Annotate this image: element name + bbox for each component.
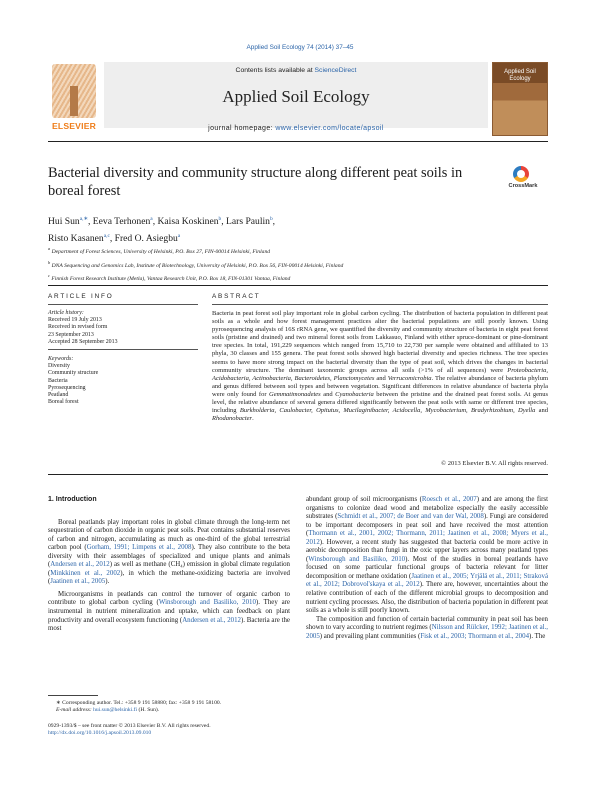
contents-prefix: Contents lists available at	[235, 67, 315, 74]
doi-link[interactable]: http://dx.doi.org/10.1016/j.apsoil.2013.09.010	[48, 730, 152, 737]
crossmark-icon	[513, 166, 529, 182]
history-item: 23 September 2013	[48, 331, 94, 338]
section-heading: 1. Introduction	[48, 496, 97, 503]
title-rule	[48, 285, 548, 286]
email-label: E-mail address:	[56, 707, 94, 714]
history-label: Article history:	[48, 310, 84, 316]
body-text: ). Fungi are considered to be important decomposers in peat soil and have received the most attention (	[306, 513, 548, 538]
body-text: ). Most of the studies in boreal peatlands have focused on some particular functional groups of bacteria relevant for litter decomposition or methane oxidation (	[306, 555, 548, 580]
abstract-part: .	[252, 415, 254, 423]
abstract-part: and	[320, 390, 336, 398]
author-list: Hui Sun$^{a,∗}$, Eeva Terhonen$^a$, Kaisa Koskinen$^b$, Lars Paulin$^b$, Risto Kasanen$^{a,c}$, Fred O. Asiegbu$^a$	[48, 216, 276, 245]
cover-title: Applied Soil Ecology	[504, 69, 536, 82]
body-text: ). The	[529, 632, 546, 640]
body-text: ) and prevailing plant communities (	[319, 632, 421, 640]
homepage-line	[104, 125, 488, 132]
author-name[interactable]: Lars Paulin	[226, 216, 270, 228]
contents-line	[104, 67, 488, 74]
abstract-taxa: Cyanobacteria	[335, 390, 374, 398]
issn-line: 0929-1393/$ – see front matter © 2013 Elsevier B.V. All rights reserved.	[48, 723, 211, 729]
paper-title: Bacterial diversity and community structure along different peat soils in boreal forest	[48, 165, 463, 199]
body-text: ) as well as methane (CH₄) emission in global climate regulation (	[48, 561, 290, 577]
citation-link[interactable]: Andersen et al., 2012	[182, 616, 241, 624]
journal-citation: Applied Soil Ecology 74 (2014) 37–45	[246, 44, 354, 51]
keyword-item: Diversity	[48, 363, 70, 370]
keywords-block	[48, 356, 198, 406]
corresponding-author-note: ∗ Corresponding author. Tel.: +358 9 191 58880; fax: +358 9 191 58100.	[56, 700, 222, 706]
abstract-rule	[212, 304, 548, 305]
author-name[interactable]: Hui Sun	[48, 216, 80, 228]
email-suffix: (H. Sun).	[137, 707, 160, 714]
citation-link[interactable]: Nilsson and Rülcker, 1992; Jaatinen et al., 2005	[306, 624, 548, 640]
body-paragraph	[306, 616, 548, 642]
header-rule	[48, 141, 548, 142]
citation-link[interactable]: Thormann et al., 2001, 2002; Thormann, 2011; Jaatinen et al., 2008; Myers et al., 2012	[306, 530, 548, 546]
citation-link[interactable]: Andersen et al., 2012	[50, 561, 110, 569]
keyword-item: Community structure	[48, 370, 99, 377]
affiliation-item	[48, 271, 528, 285]
affiliation-item	[48, 258, 528, 272]
author-sup[interactable]: b	[218, 216, 222, 222]
author-sup[interactable]: a,∗	[79, 216, 88, 222]
author-sup[interactable]: b	[269, 216, 273, 222]
article-history	[48, 310, 198, 346]
citation-link[interactable]: Gorham, 1991; Limpens et al., 2008	[86, 544, 192, 552]
article-info-heading: ARTICLE INFO	[48, 293, 114, 300]
keyword-item: Boreal forest	[48, 399, 79, 406]
body-text: ), in which the methane-oxidizing bacteria are involved (	[48, 569, 290, 586]
citation-link[interactable]: Jaatinen et al., 2005; Yrjälä et al., 2011; Straková et al., 2012; Dobrovol'skaya et al., 2012	[306, 572, 549, 589]
footnotes	[48, 700, 298, 715]
citation-link[interactable]: Winsborough and Basiliko, 2010	[308, 555, 406, 563]
elsevier-logo[interactable]	[48, 62, 100, 132]
affiliation-text: Finnish Forest Research Institute (Metla), Vantaa Research Unit, P.O. Box 18, FIN-01301 Vantaa, Finland	[51, 276, 291, 283]
abstract-taxa: Gemmatimonadetes	[269, 390, 321, 398]
issn-block	[48, 723, 348, 738]
keyword-item: Pyrosequencing	[48, 384, 86, 391]
affiliation-text: Department of Forest Sciences, University of Helsinki, P.O. Box 27, FIN-00014 Helsinki, Finland	[51, 248, 271, 255]
abstract-bottom-rule	[48, 474, 548, 475]
author-name[interactable]: Risto Kasanen	[48, 233, 104, 245]
homepage-link[interactable]: www.elsevier.com/locate/apsoil	[275, 125, 384, 132]
author-name[interactable]: Kaisa Koskinen	[157, 216, 219, 228]
sciencedirect-link[interactable]: ScienceDirect	[314, 67, 357, 74]
body-text: ). There are, however, uncertainties about the relative contribution of each of the different microbial groups to decomposition and nutrient cycling processes. Also, the distribution of bacteria population in different peat soils as a whole is still poorly known.	[306, 581, 548, 615]
body-text: Microorganisms in peatlands can control the turnover of organic carbon to contribute to global carbon cycling (	[48, 590, 290, 607]
abstract-part: and	[374, 374, 388, 382]
citation-link[interactable]: Fisk et al., 2003; Thormann et al., 2004	[420, 632, 530, 640]
abstract-part: and	[535, 407, 548, 415]
author-sup[interactable]: a	[177, 233, 181, 240]
abstract-text	[212, 310, 548, 423]
citation-link[interactable]: Schmidt et al., 2007; de Boer and van der Wal, 2008	[337, 513, 484, 521]
citation-link[interactable]: Roesch et al., 2007	[421, 496, 477, 503]
author-sup[interactable]: a,c	[103, 233, 110, 240]
body-column-right	[306, 496, 548, 641]
abstract-taxa: Verrucomicrobia	[387, 374, 432, 382]
history-rule	[48, 349, 198, 350]
body-text: ) and are among the first organisms to colonize dead wood and metabolize especially the easily accessible substrates (	[306, 496, 548, 521]
affiliation-list	[48, 244, 528, 285]
tree-logo-icon	[52, 64, 96, 118]
citation-link[interactable]: Minkkinen et al., 2002	[50, 569, 121, 577]
email-link[interactable]: hui.sun@helsinki.fi	[93, 707, 138, 714]
body-column-left	[48, 496, 290, 634]
abstract-taxa: Rhodanobacter	[212, 415, 253, 423]
abstract-heading: ABSTRACT	[212, 293, 261, 300]
body-text: ). They also contribute to the beta diversity with their assemblages of specialized and unique plants and animals (	[48, 544, 290, 569]
crossmark-label: CrossMark	[508, 183, 538, 189]
crossmark-badge[interactable]	[497, 166, 549, 192]
journal-name: Applied Soil Ecology	[222, 87, 370, 106]
author-name[interactable]: Eeva Terhonen	[92, 216, 151, 228]
keyword-item: Peatland	[48, 392, 69, 399]
abstract-taxa: Burkholderia, Caulobacter, Opitutus, Mucilaginibacter, Acidocella, Mycobacterium, Bradyrhizobium, Dyella	[239, 407, 536, 415]
history-item: Accepted 28 September 2013	[48, 338, 118, 345]
abstract-taxa: Proteobacteria, Acidobacteria, Actinobacteria, Bacteroidetes, Planctomycetes	[212, 366, 548, 382]
abstract-part: between the pristine and the drained peat forest soils. At genus level, the relative abundance of several genera differed significantly between the peat soils with same or different tree species, including	[212, 390, 548, 415]
publisher-name: ELSEVIER	[51, 121, 97, 131]
author-sup[interactable]: a	[150, 216, 153, 222]
body-text: The composition and function of certain bacterial community in peat soil has been shown to vary according to nutrient regimes (	[306, 615, 548, 632]
abstract-part: . The relative abundance of bacteria phylum and genus differed between soil types and between vegetation. Significant differences in relative abundance of bacteria phyla were only found for	[212, 374, 548, 398]
footnote-rule	[48, 695, 98, 696]
author-name[interactable]: Fred O. Asiegbu	[114, 233, 178, 245]
homepage-label: journal homepage:	[208, 125, 276, 132]
affiliation-sup: b	[48, 259, 51, 265]
citation-link[interactable]: Winsborough and Basiliko, 2010	[158, 599, 256, 607]
affiliation-sup: a	[48, 246, 51, 251]
body-text: abundant group of soil microorganisms (	[306, 496, 422, 503]
keyword-item: Bacteria	[48, 377, 68, 384]
body-text: ).	[105, 578, 110, 586]
affiliation-item	[48, 244, 528, 258]
affiliation-sup: c	[48, 273, 50, 279]
keywords-label: Keywords:	[48, 356, 74, 362]
body-text: Boreal peatlands play important roles in global climate through the long-term net sequestration of carbon dioxide in organic peat soils. Peat contains substantial reserves of carbon and nitrogen, accumulating as much as one-third of the global terrestrial carbon pool (	[48, 518, 290, 552]
body-text: ). However, a recent study has suggested that bacteria could be more active in aerobic decomposition than fungi in the oxic upper layers across many peatland types (	[306, 538, 548, 563]
body-text: ). Bacteria are the most	[48, 616, 290, 633]
body-paragraph	[48, 591, 290, 634]
body-paragraph	[306, 496, 548, 616]
body-text: ). They are instrumental in nutrient mineralization and uptake, which can feedback on plant productivity and overall ecosystem functioning (	[48, 599, 290, 624]
journal-cover-thumbnail[interactable]	[492, 62, 548, 136]
abstract-part: Bacteria in peat forest soil play important role in global carbon cycling. The distribution of bacteria population in different peat soils as a whole and how forest management practices alter the bacterial populations are still poorly known. Using pyrosequencing analysis of 16S rRNA gene, we quantified the diversity and community structure of bacteria in eight peat forest soils (pristine and drained) and two mineral forest soils from Lakkasuo, Finland with either spruce-dominant or pine-dominant tree species. In total, 191,229 sequences which ranged from 15,710 to 22,730 per sample were obtained and affiliated to 13 phyla, 30 classes and 155 genera. The peat forest soils showed high bacterial diversity and species richness. The tree species seems to have more strong impact on the bacterial diversity than the type of peat soil, which drives the changes in bacterial community structure. The dominant taxonomic groups across all soils (>1% of all sequences) were	[212, 310, 548, 374]
article-info-rule	[48, 304, 198, 305]
email-note	[48, 707, 298, 714]
history-item: Received in revised form	[48, 324, 108, 331]
affiliation-text: DNA Sequencing and Genomics Lab, Institute of Biotechnology, University of Helsinki, P.O. Box 56, FIN-00014 Helsinki, Finland	[51, 262, 344, 269]
body-paragraph	[48, 519, 290, 587]
copyright-notice: © 2013 Elsevier B.V. All rights reserved.	[441, 460, 548, 467]
citation-link[interactable]: Jaatinen et al., 2005	[50, 578, 106, 586]
history-item: Received 19 July 2013	[48, 317, 102, 324]
